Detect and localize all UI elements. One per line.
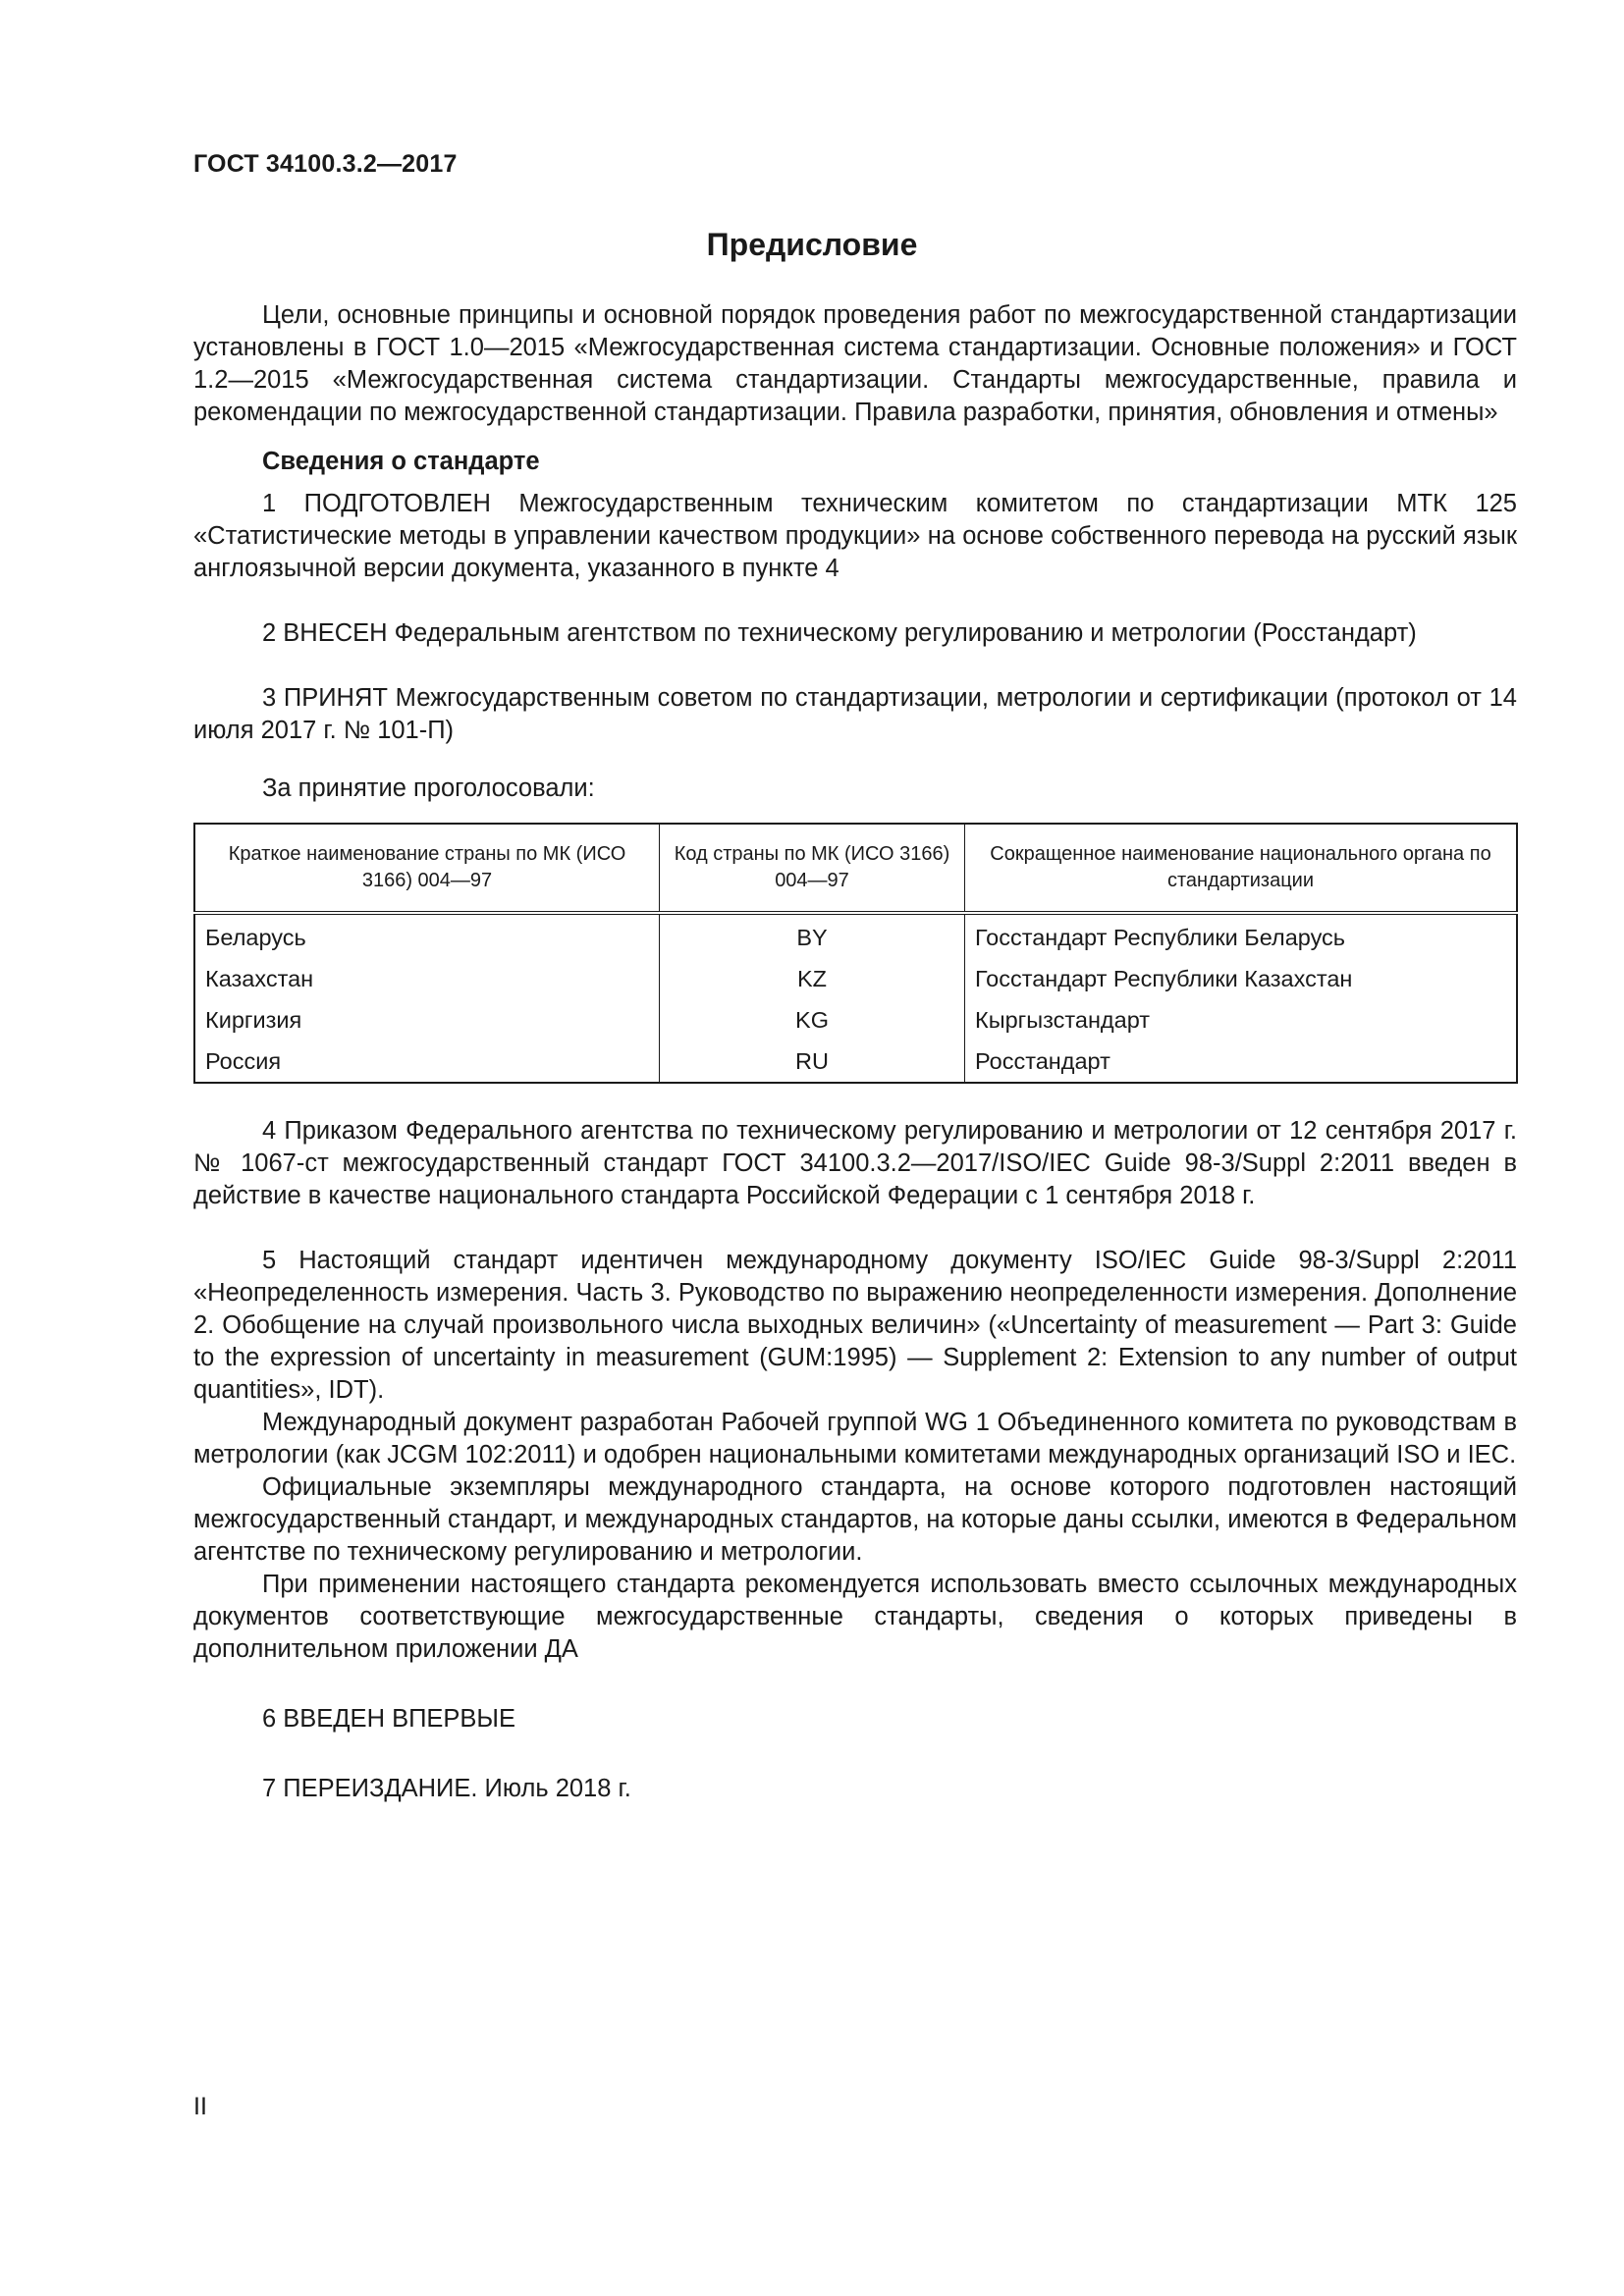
country-cell: Казахстан: [205, 965, 314, 991]
table-row: [194, 1041, 1517, 1083]
standard-info-heading: Сведения о стандарте: [262, 448, 540, 475]
item-7-reissue: 7 ПЕРЕИЗДАНИЕ. Июль 2018 г.: [262, 1775, 631, 1802]
item-4-enacted: 4 Приказом Федерального агентства по техническому регулированию и метрологии от 12 сентября 2017 г. № 1067-ст межгосударственный стандарт ГОСТ 34100.3.2—2017/ISO/IEC Guide 98-3/Suppl 2:2011 введен в действие в качестве национального стандарта Российской Федерации с 1 сентября 2018 г.: [193, 1117, 1517, 1209]
country-cell: Беларусь: [205, 924, 306, 950]
page-title: Предисловие: [706, 227, 918, 262]
vote-label: За принятие проголосовали:: [262, 774, 595, 802]
vote-table: [193, 823, 1518, 1084]
country-cell: Киргизия: [205, 1006, 302, 1033]
table-row: [194, 958, 1517, 999]
vote-table-header-code: Код страны по МК (ИСО 3166) 004—97: [660, 824, 965, 913]
page-number: II: [193, 2093, 207, 2120]
table-row: [194, 999, 1517, 1041]
table-row: [194, 913, 1517, 958]
item-5-application-note: При применении настоящего стандарта рекомендуется использовать вместо ссылочных международных документов соответствующие межгосударственные стандарты, сведения о которых приведены в дополнительном приложении ДА: [193, 1571, 1517, 1663]
country-code-cell: BY: [660, 913, 965, 958]
country-code-cell: KZ: [660, 958, 965, 999]
item-2-introduced: 2 ВНЕСЕН Федеральным агентством по техническому регулированию и метрологии (Росстандарт): [262, 619, 1417, 647]
document-code: ГОСТ 34100.3.2—2017: [193, 150, 458, 178]
vote-table-header-row: [194, 824, 1517, 913]
item-5-developed-by: Международный документ разработан Рабочей группой WG 1 Объединенного комитета по руководствам в метрологии (как JCGM 102:2011) и одобрен национальными комитетами международных организаций ISO и IEC.: [193, 1409, 1517, 1468]
item-5-identical: 5 Настоящий стандарт идентичен международному документу ISO/IEC Guide 98-3/Suppl 2:2011 «Неопределенность измерения. Часть 3. Руководство по выражению неопределенности измерения. Дополнение 2. Обобщение на случай произвольного числа выходных величин» («Uncertainty of measurement — Part 3: Guide to the expression of uncertainty in measurement (GUM:1995) — Supplement 2: Extension to any number of output quantities», IDT).: [193, 1247, 1517, 1404]
preface-body: [193, 299, 1517, 1805]
country-cell: Россия: [205, 1047, 282, 1074]
national-body-cell: Росстандарт: [965, 1041, 1518, 1083]
country-code-cell: RU: [660, 1041, 965, 1083]
item-6-first-introduced: 6 ВВЕДЕН ВПЕРВЫЕ: [262, 1705, 516, 1733]
national-body-cell: Госстандарт Республики Беларусь: [965, 913, 1518, 958]
national-body-cell: Кыргызстандарт: [965, 999, 1518, 1041]
item-3-adopted: 3 ПРИНЯТ Межгосударственным советом по стандартизации, метрологии и сертификации (протокол от 14 июля 2017 г. № 101-П): [193, 684, 1517, 744]
intro-paragraph: Цели, основные принципы и основной порядок проведения работ по межгосударственной стандартизации установлены в ГОСТ 1.0—2015 «Межгосударственная система стандартизации. Основные положения» и ГОСТ 1.2—2015 «Межгосударственная система стандартизации. Стандарты межгосударственные, правила и рекомендации по межгосударственной стандартизации. Правила разработки, принятия, обновления и отмены»: [193, 301, 1517, 426]
vote-table-header-body: Сокращенное наименование национального органа по стандартизации: [965, 824, 1518, 913]
vote-table-header-country: Краткое наименование страны по МК (ИСО 3166) 004—97: [194, 824, 660, 913]
item-5-official-copies: Официальные экземпляры международного стандарта, на основе которого подготовлен настоящий межгосударственный стандарт, и международных стандартов, на которые даны ссылки, имеются в Федеральном агентстве по техническому регулированию и метрологии.: [193, 1473, 1517, 1566]
item-1-prepared: 1 ПОДГОТОВЛЕН Межгосударственным техническим комитетом по стандартизации МТК 125 «Статистические методы в управлении качеством продукции» на основе собственного перевода на русский язык англоязычной версии документа, указанного в пункте 4: [193, 490, 1517, 582]
national-body-cell: Госстандарт Республики Казахстан: [965, 958, 1518, 999]
country-code-cell: KG: [660, 999, 965, 1041]
